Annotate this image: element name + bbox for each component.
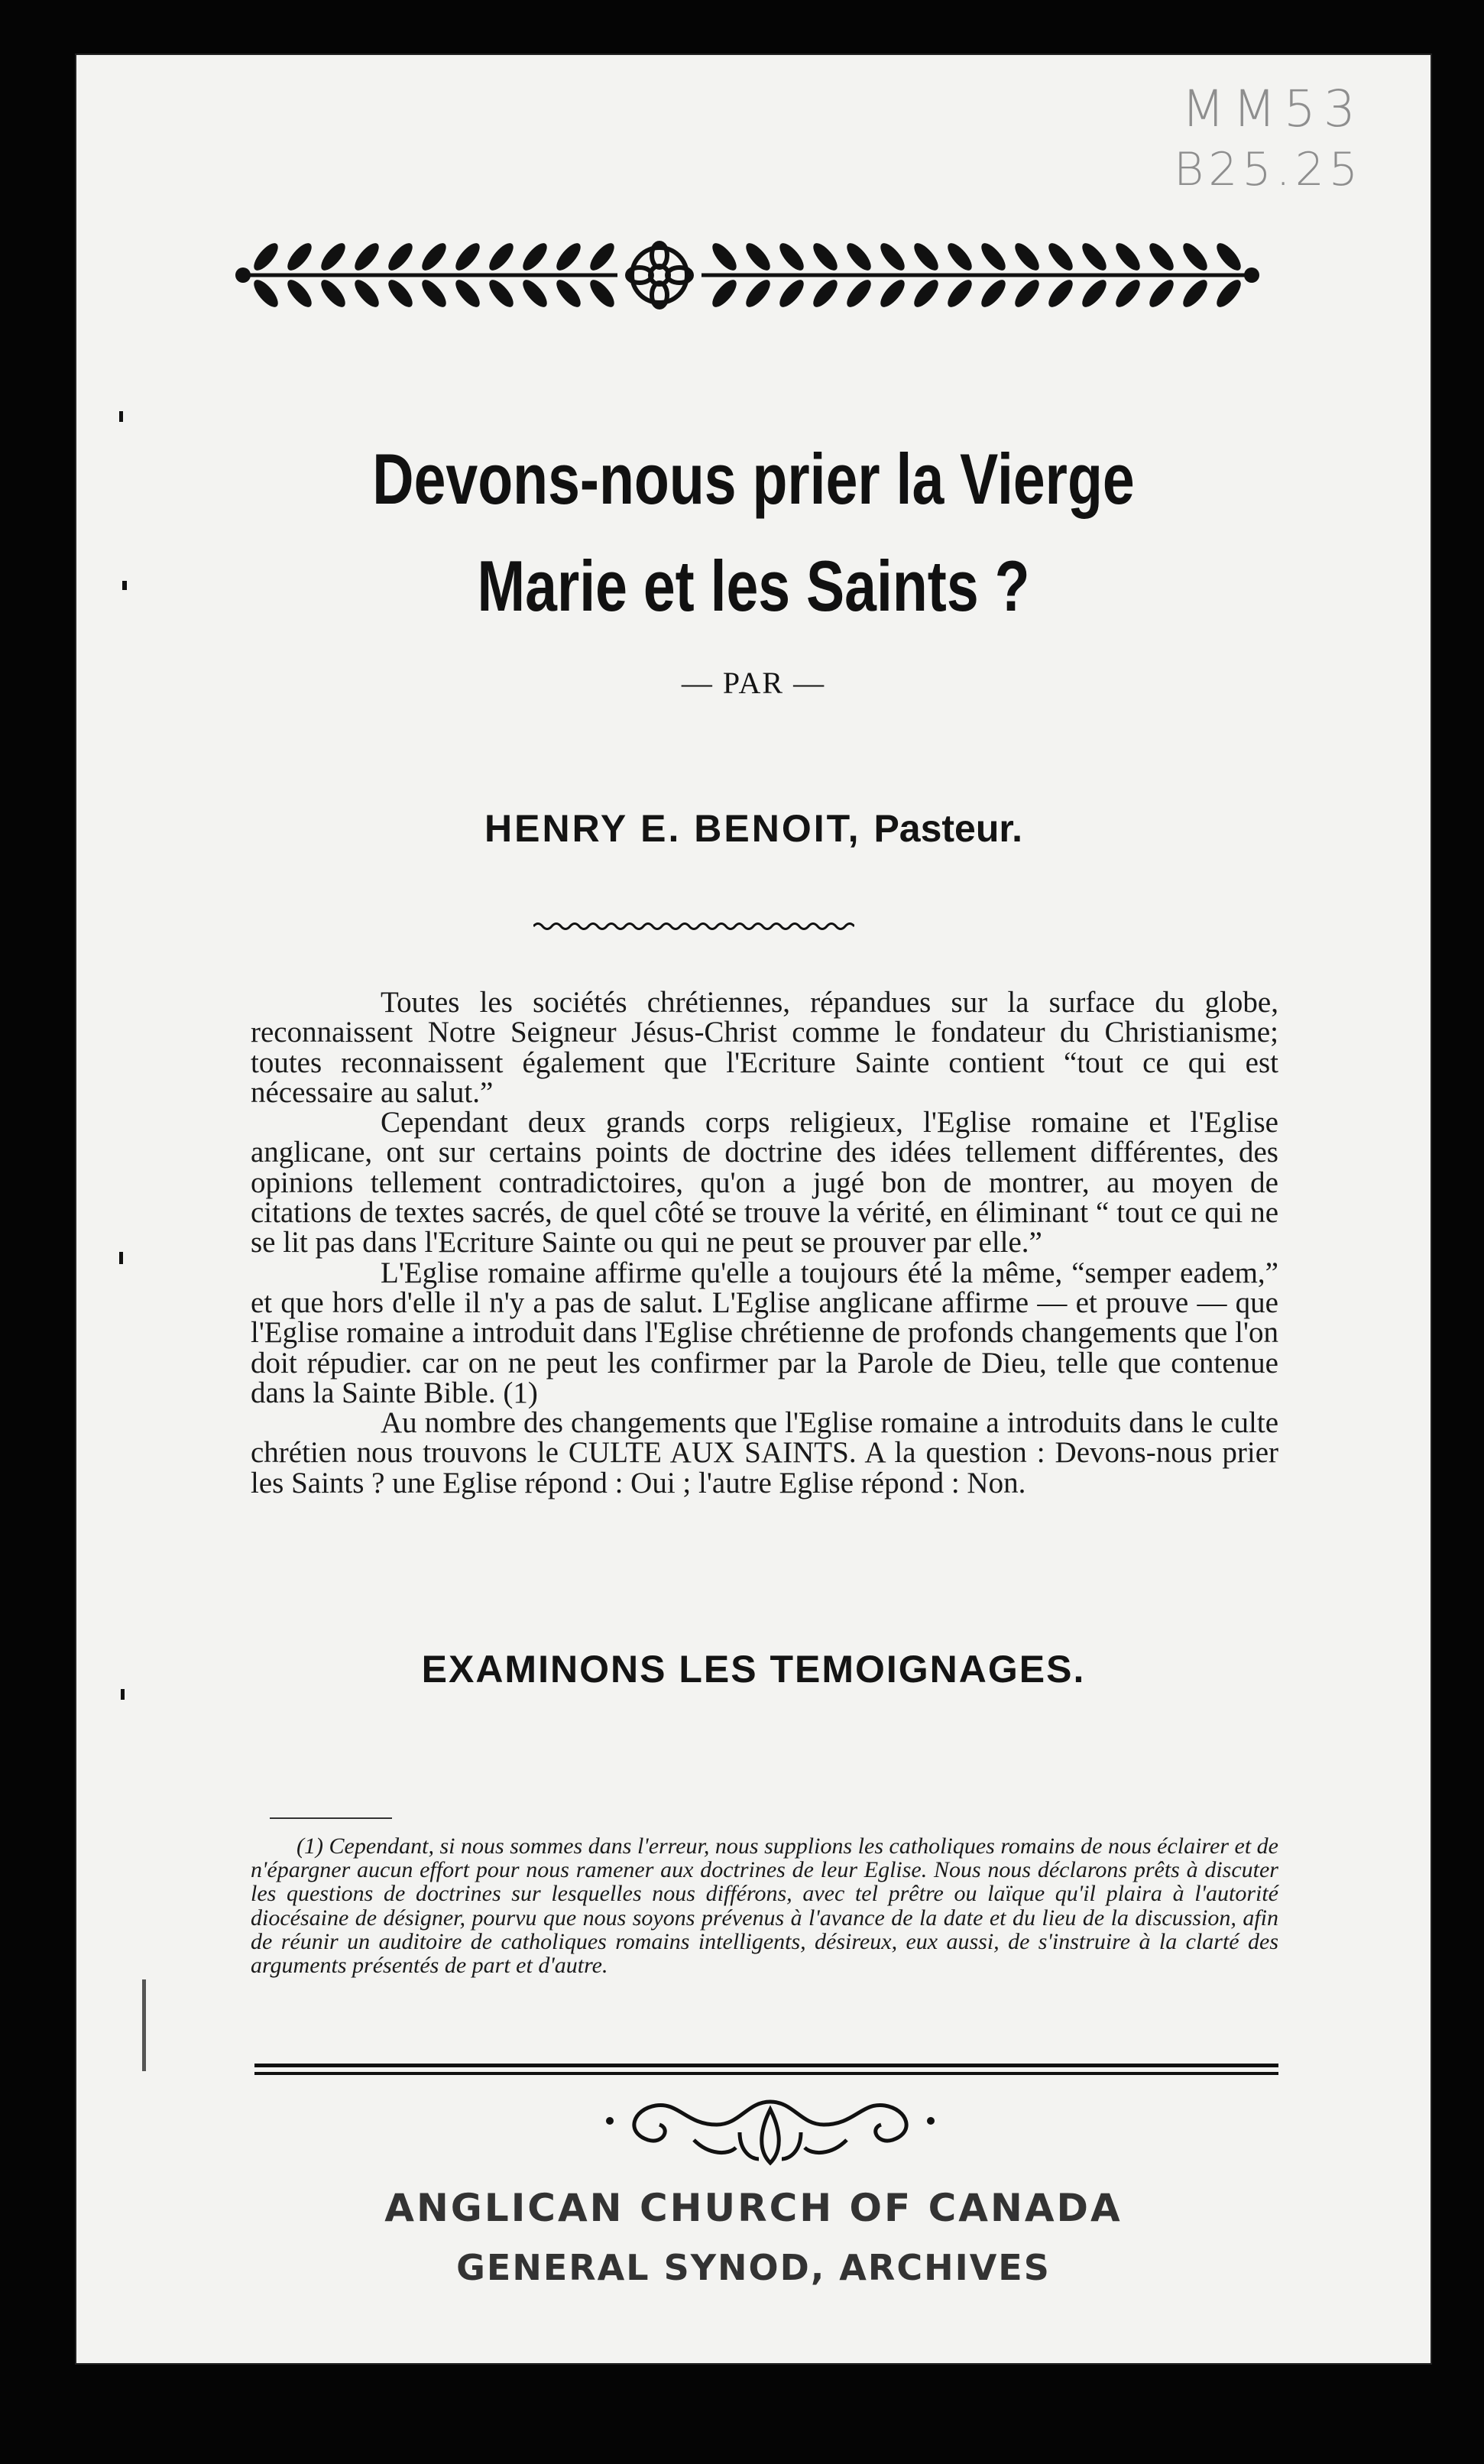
laurel-leaf — [742, 276, 774, 310]
footnote — [251, 1834, 1278, 1977]
laurel-leaf — [1179, 239, 1211, 274]
edge-mark — [119, 1252, 123, 1264]
edge-mark — [122, 581, 127, 590]
laurel-leaf — [1179, 276, 1211, 310]
laurel-leaf — [809, 276, 841, 310]
footnote-rule — [270, 1817, 392, 1819]
double-rule — [254, 2064, 1278, 2076]
laurel-leaf — [876, 276, 909, 310]
laurel-leaf — [485, 276, 517, 310]
laurel-leaf — [944, 239, 976, 274]
laurel-leaf — [1011, 239, 1043, 274]
laurel-leaf — [552, 276, 585, 310]
laurel-leaf — [284, 276, 316, 310]
laurel-leaf — [1145, 239, 1178, 274]
wavy-divider — [533, 919, 854, 934]
laurel-leaf — [910, 276, 942, 310]
scroll-ornament-bottom — [595, 2086, 946, 2171]
laurel-leaf — [586, 276, 618, 310]
laurel-leaf — [384, 276, 416, 310]
catalog-note-line2: B25.25 — [1174, 143, 1363, 196]
edge-mark — [119, 411, 123, 422]
laurel-leaf — [519, 276, 551, 310]
title-line-2: Marie et les Saints ? — [477, 546, 1030, 626]
laurel-ornament-top — [235, 206, 1259, 344]
laurel-leaf — [843, 239, 875, 274]
author-line — [75, 806, 1432, 851]
laurel-leaf — [1045, 239, 1077, 274]
laurel-leaf — [250, 239, 282, 274]
laurel-leaf — [1045, 276, 1077, 310]
laurel-leaf — [485, 239, 517, 274]
laurel-leaf — [843, 276, 875, 310]
laurel-leaf — [384, 239, 416, 274]
laurel-leaf — [708, 239, 740, 274]
paragraph-2: Cependant deux grands corps religieux, l'Eglise romaine et l'Eglise anglicane, ont sur certains points de doctrine des idées tellement différentes, des opinions tellement contradictoires, qu'on a jugé bon de montrer, au moyen de citations de textes sacrés, de quel côté se trouve la vérité, en éliminant “ tout ce qui ne se lit pas dans l'Ecriture Sainte ou qui ne peut se prouver par elle.” — [251, 1106, 1278, 1260]
paragraph-1: Toutes les sociétés chrétiennes, répandues sur la surface du globe, reconnaissent Notre Seigneur Jésus-Christ comme le fondateur du Christianisme; toutes reconnaissent également que l'Ecriture Sainte contient “tout ce qui est nécessaire au salut.” — [251, 986, 1278, 1109]
laurel-leaf — [977, 239, 1009, 274]
paragraph-4: Au nombre des changements que l'Eglise romaine a introduits dans le culte chrétien nous trouvons le CULTE AUX SAINTS. A la question : Devons-nous prier les Saints ? une Eglise répond : Oui ; l'autre Eglise répond : Non. — [251, 1406, 1278, 1499]
title-line-1: Devons-nous prier la Vierge — [372, 439, 1135, 519]
footnote-text: (1) Cependant, si nous sommes dans l'erreur, nous supplions les catholiques romains de nous éclairer et de n'épargner aucun effort pour nous ramener aux doctrines de leur Eglise. Nous nous déclarons prêts à discuter les questions de doctrines sur lesquelles nous différons, avec tel prêtre ou laïque qu'il plaira à l'autorité diocésaine de désigner, pourvu que nous soyons prévenus à l'avance de la date et du lieu de la discussion, afin de réunir un auditoire de catholiques romains intelligents, désireux, eux aussi, de s'instruire à la clarté des arguments présentés de part et d'autre. — [251, 1833, 1278, 1979]
laurel-leaf — [250, 276, 282, 310]
laurel-leaf — [910, 239, 942, 274]
laurel-leaf — [452, 239, 484, 274]
laurel-leaf — [1011, 276, 1043, 310]
laurel-leaf — [351, 276, 383, 310]
laurel-leaf — [317, 239, 349, 274]
laurel-leaf — [776, 276, 808, 310]
laurel-leaf — [284, 239, 316, 274]
laurel-leaf — [552, 239, 585, 274]
laurel-leaf — [977, 276, 1009, 310]
author-name: HENRY E. BENOIT, — [484, 807, 861, 850]
laurel-leaf — [876, 239, 909, 274]
rule-top — [254, 2064, 1278, 2067]
laurel-leaf — [317, 276, 349, 310]
laurel-leaf — [708, 276, 740, 310]
author-role: Pasteur. — [873, 807, 1022, 850]
laurel-leaf — [452, 276, 484, 310]
laurel-leaf — [586, 239, 618, 274]
body-text — [251, 987, 1278, 1498]
par-byline: — PAR — — [681, 666, 826, 700]
laurel-leaf — [742, 239, 774, 274]
laurel-leaf — [418, 276, 450, 310]
laurel-leaf — [1078, 276, 1110, 310]
laurel-leaf — [1078, 239, 1110, 274]
laurel-leaf — [776, 239, 808, 274]
archive-stamp-line2: GENERAL SYNOD, ARCHIVES — [456, 2247, 1051, 2288]
section-heading: EXAMINONS LES TEMOIGNAGES. — [421, 1648, 1086, 1691]
catalog-note-line1: MM53 — [1181, 79, 1363, 138]
rule-bottom — [254, 2072, 1278, 2075]
laurel-leaf — [1112, 239, 1144, 274]
laurel-leaf — [1213, 276, 1245, 310]
laurel-leaf — [351, 239, 383, 274]
laurel-leaf — [944, 276, 976, 310]
laurel-leaf — [1112, 276, 1144, 310]
document-page — [75, 53, 1432, 2365]
laurel-leaf — [1213, 239, 1245, 274]
paragraph-3: L'Eglise romaine affirme qu'elle a toujours été la même, “semper eadem,” et que hors d'elle il n'y a pas de salut. L'Eglise anglicane affirme — et prouve — que l'Eglise romaine a introduit dans l'Eglise chrétienne de profonds changements que l'on doit répudier. car on ne peut les confirmer par la Parole de Dieu, telle que contenue dans la Sainte Bible. (1) — [251, 1256, 1278, 1409]
laurel-leaf — [418, 239, 450, 274]
laurel-leaf — [519, 239, 551, 274]
edge-mark — [142, 1979, 146, 2071]
edge-mark — [121, 1689, 125, 1700]
laurel-leaf — [809, 239, 841, 274]
archive-stamp-line1: ANGLICAN CHURCH OF CANADA — [384, 2186, 1123, 2230]
laurel-leaf — [1145, 276, 1178, 310]
